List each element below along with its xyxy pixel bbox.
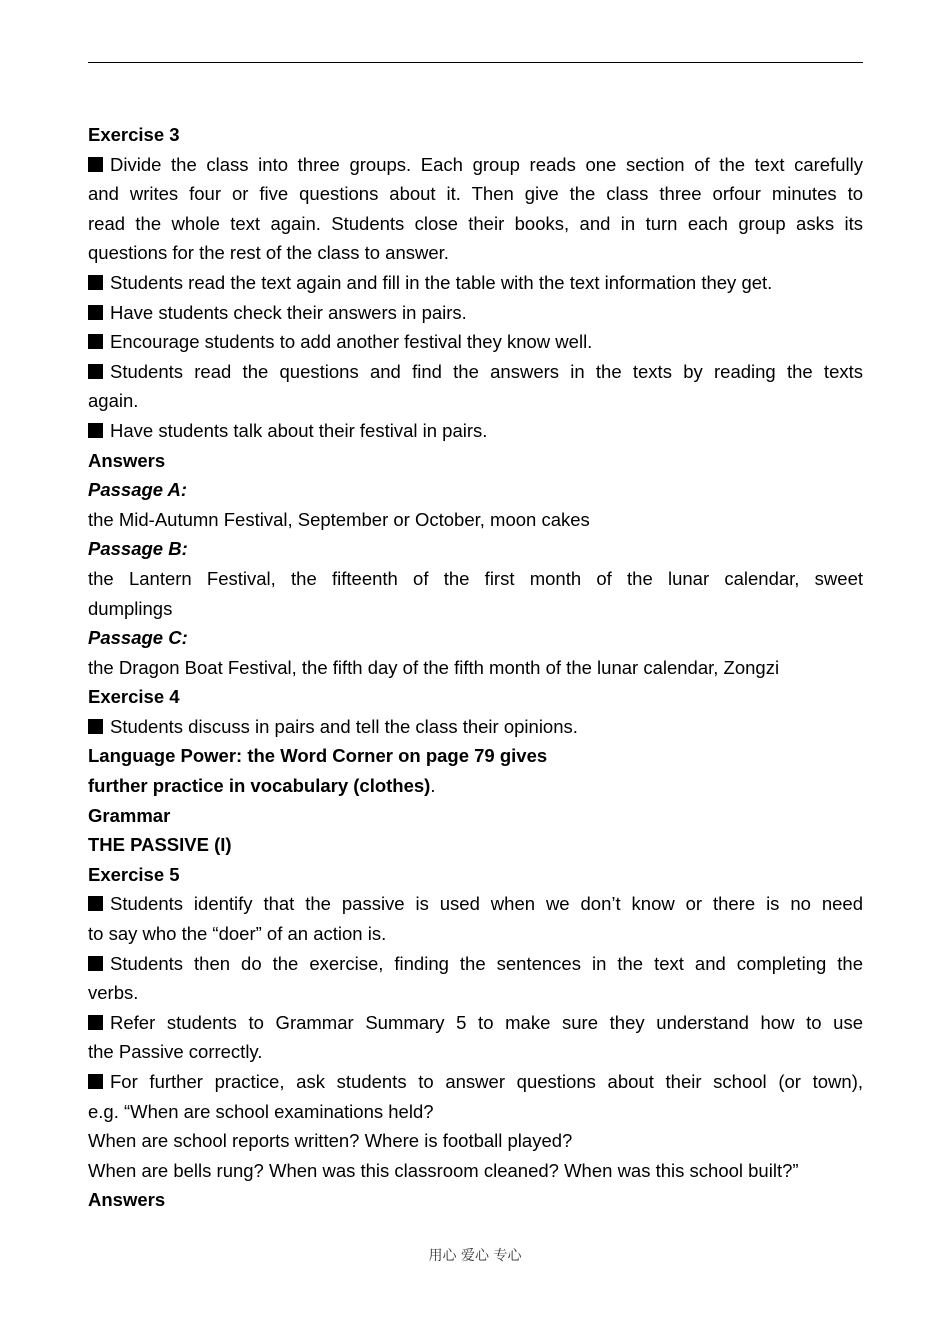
square-bullet-icon <box>88 896 103 911</box>
exercise-5-bullet-4-cont: e.g. “When are school examinations held? <box>88 1100 434 1122</box>
passage-c-label: Passage C: <box>88 627 188 649</box>
exercise-5-bullet-3: Refer students to Grammar Summary 5 to make sure they understand how to use <box>88 1008 863 1038</box>
exercise-3-bullet-1-cont: and writes four or five questions about it. Then give the class three orfour minutes to <box>88 183 863 205</box>
language-power-line-2: further practice in vocabulary (clothes). <box>88 775 436 797</box>
exercise-3-bullet-1-end: questions for the rest of the class to answer. <box>88 242 449 264</box>
grammar-subheading: THE PASSIVE (I) <box>88 834 232 856</box>
exercise-3-bullet-6: Have students talk about their festival in pairs. <box>88 416 863 446</box>
passage-b-answer-end: dumplings <box>88 597 173 619</box>
square-bullet-icon <box>88 956 103 971</box>
exercise-5-heading: Exercise 5 <box>88 863 180 885</box>
document-body <box>88 120 863 1215</box>
exercise-5-questions-line: When are school reports written? Where is football played? <box>88 1130 573 1152</box>
square-bullet-icon <box>88 1074 103 1089</box>
page-footer: 用心 爱心 专心 <box>428 1248 522 1264</box>
exercise-5-bullet-1: Students identify that the passive is used when we don’t know or there is no need <box>88 889 863 919</box>
square-bullet-icon <box>88 1015 103 1030</box>
exercise-5-questions-line: When are bells rung? When was this classroom cleaned? When was this school built?” <box>88 1159 799 1181</box>
grammar-heading: Grammar <box>88 804 171 826</box>
exercise-3-bullet-4: Encourage students to add another festival they know well. <box>88 327 863 357</box>
square-bullet-icon <box>88 364 103 379</box>
exercise-5-bullet-2-end: verbs. <box>88 982 139 1004</box>
exercise-3-bullet-2: Students read the text again and fill in the table with the text information they get. <box>88 268 863 298</box>
square-bullet-icon <box>88 334 103 349</box>
passage-c-answer: the Dragon Boat Festival, the fifth day of the fifth month of the lunar calendar, Zongzi <box>88 656 780 678</box>
passage-a-answer: the Mid-Autumn Festival, September or October, moon cakes <box>88 508 590 530</box>
exercise-3-bullet-5: Students read the questions and find the answers in the texts by reading the texts <box>88 357 863 387</box>
exercise-5-answers-heading: Answers <box>88 1189 166 1211</box>
passage-b-answer: the Lantern Festival, the fifteenth of the first month of the lunar calendar, sweet <box>88 567 863 589</box>
square-bullet-icon <box>88 157 103 172</box>
passage-a-label: Passage A: <box>88 479 188 501</box>
square-bullet-icon <box>88 275 103 290</box>
square-bullet-icon <box>88 423 103 438</box>
exercise-3-bullet-1-cont: read the whole text again. Students close their books, and in turn each group asks its <box>88 212 863 234</box>
exercise-4-heading: Exercise 4 <box>88 686 180 708</box>
header-rule <box>88 62 863 63</box>
exercise-5-bullet-1-end: to say who the “doer” of an action is. <box>88 923 387 945</box>
exercise-3-bullet-1: Divide the class into three groups. Each group reads one section of the text carefully <box>88 150 863 180</box>
exercise-4-bullet-1: Students discuss in pairs and tell the class their opinions. <box>88 712 863 742</box>
exercise-3-bullet-3: Have students check their answers in pairs. <box>88 298 863 328</box>
exercise-3-bullet-5-end: again. <box>88 390 139 412</box>
exercise-3-heading: Exercise 3 <box>88 124 180 145</box>
answers-heading: Answers <box>88 449 166 471</box>
square-bullet-icon <box>88 719 103 734</box>
exercise-5-bullet-4: For further practice, ask students to answer questions about their school (or town), <box>88 1067 863 1097</box>
passage-b-label: Passage B: <box>88 538 188 560</box>
language-power-line-1: Language Power: the Word Corner on page 79 gives <box>88 745 548 767</box>
exercise-5-bullet-3-end: the Passive correctly. <box>88 1041 263 1063</box>
square-bullet-icon <box>88 305 103 320</box>
exercise-5-bullet-2: Students then do the exercise, finding the sentences in the text and completing the <box>88 949 863 979</box>
